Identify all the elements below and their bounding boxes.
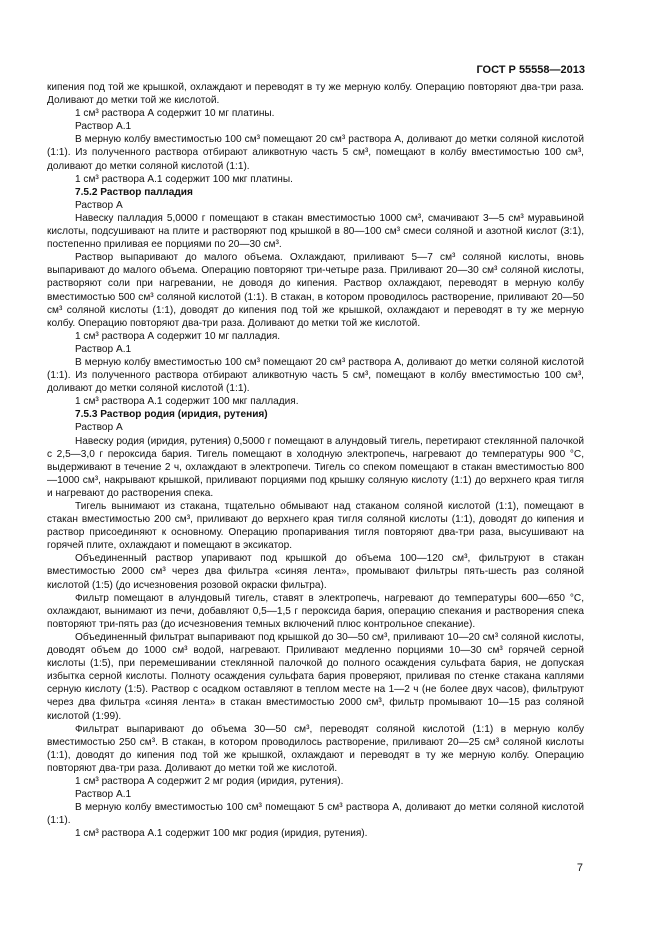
section-heading: 7.5.2 Раствор палладия <box>75 186 193 198</box>
paragraph: 1 см³ раствора А содержит 2 мг родия (иридия, рутения). <box>75 775 344 787</box>
paragraph: Объединенный фильтрат выпаривают под крышкой до 30—50 см³, приливают 10—20 см³ соляной кислоты, доводят объем до 1000 см³ водой, нагревают. Приливают медленно порциями 10—30 см³ горячей серной кислоты (1:5), при перемешивании стеклянной палочкой до полного осаждения сульфата бария, не допуская избытка серной кислоты. Полноту осаждения сульфата бария проверяют, приливая по стенке стакана каплями серную кислоту (1:5). Раствор с осадком оставляют в теплом месте на 1—2 ч (не более двух часов), фильтруют через два фильтра «синяя лента» в стакан вместимостью 2000 см³, фильтр промывают 10—15 раз соляной кислотой (1:99). <box>47 631 584 722</box>
paragraph: В мерную колбу вместимостью 100 см³ помещают 5 см³ раствора А, доливают до метки соляной кислотой (1:1). <box>47 802 584 827</box>
paragraph: Раствор А <box>75 422 123 434</box>
paragraph: 1 см³ раствора А.1 содержит 100 мкг палладия. <box>75 396 299 408</box>
paragraph: Навеску палладия 5,0000 г помещают в стакан вместимостью 1000 см³, смачивают 3—5 см³ муравьиной кислоты, подсушивают на плите и растворяют под крышкой в 80—100 см³ смеси соляной и азотной кислот (3:1), постепенно приливая ее порциями по 20—30 см³. <box>47 212 584 251</box>
document-header: ГОСТ Р 55558—2013 <box>476 64 585 76</box>
paragraph: Раствор А.1 <box>75 121 132 133</box>
paragraph: В мерную колбу вместимостью 100 см³ помещают 20 см³ раствора А, доливают до метки соляной кислотой (1:1). Из полученного раствора отбирают аликвотную часть 5 см³, помещают в колбу вместимостью 100 см³, доливают до метки соляной кислотой (1:1). <box>47 134 584 172</box>
paragraph: Объединенный раствор упаривают под крышкой до объема 100—120 см³, фильтруют в стакан вместимостью 2000 см³ через два фильтра «синяя лента», промывают фильтры пять-шесть раз соляной кислотой (1:5) (до исчезновения розовой окраски фильтра). <box>47 553 584 591</box>
paragraph: Раствор А.1 <box>75 789 132 801</box>
paragraph: 1 см³ раствора А.1 содержит 100 мкг родия (иридия, рутения). <box>75 828 368 840</box>
paragraph: кипения под той же крышкой, охлаждают и переводят в ту же мерную колбу. Операцию повторяют два-три раза. Доливают до метки той же кислотой. <box>47 82 584 107</box>
paragraph: Тигель вынимают из стакана, тщательно обмывают над стаканом соляной кислотой (1:1), помещают в стакан вместимостью 200 см³, приливают до верхнего края тигля соляной кислоты (1:1), доводят до кипения и раствор присоединяют к основному. Операцию пропаривания тигля повторяют два-три раза, высушивают на горячей плите, охлаждают и помещают в эксикатор. <box>47 501 584 552</box>
paragraph: 1 см³ раствора А.1 содержит 100 мкг платины. <box>75 173 293 185</box>
paragraph: 1 см³ раствора А содержит 10 мг платины. <box>75 108 275 120</box>
section-heading: 7.5.3 Раствор родия (иридия, рутения) <box>75 409 268 421</box>
paragraph: Раствор А.1 <box>75 343 132 355</box>
paragraph: 1 см³ раствора А содержит 10 мг палладия. <box>75 330 281 342</box>
paragraph: Раствор выпаривают до малого объема. Охлаждают, приливают 5—7 см³ соляной кислоты, вновь выпаривают до малого объема. Операцию повторяют три-четыре раза. Приливают 20—30 см³ соляной кислоты, растворяют соли при нагревании, не доводя до кипения. Раствор охлаждают, переводят в мерную колбу вместимостью 500 см³ соляной кислотой (1:1). В стакан, в котором проводилось растворение, приливают 20—50 см³ соляной кислоты (1:1), доводят до кипения под той же крышкой, охлаждают и переводят в ту же мерную колбу. Операцию повторяют два-три раза. Доливают до метки той же кислотой. <box>47 252 584 329</box>
paragraph: Раствор А <box>75 199 123 211</box>
paragraph: Фильтрат выпаривают до объема 30—50 см³, переводят соляной кислотой (1:1) в мерную колбу вместимостью 250 см³. В стакан, в котором проводилось растворение, приливают 20—25 см³ соляной кислоты (1:1), доводят до кипения под той же крышкой, охлаждают и переводят в ту же мерную колбу. Операцию повторяют два-три раза. Доливают до метки той же кислотой. <box>47 723 584 774</box>
paragraph: В мерную колбу вместимостью 100 см³ помещают 20 см³ раствора А, доливают до метки соляной кислотой (1:1). Из полученного раствора отбирают аликвотную часть 5 см³, помещают в колбу вместимостью 100 см³, доливают до метки соляной кислотой (1:1). <box>47 356 584 395</box>
page-number: 7 <box>576 862 583 874</box>
document-body <box>47 81 584 840</box>
paragraph: Навеску родия (иридия, рутения) 0,5000 г помещают в алундовый тигель, перетирают стеклянной палочкой с 2,5—3,0 г пероксида бария. Тигель помещают в холодную электропечь, нагревают до температуры 900 °С, выдерживают в течение 2 ч, охлаждают в электропечи. Тигель со спеком помещают в стакан вместимостью 800—1000 см³, накрывают крышкой, приливают порциями под крышку соляную кислоту (1:1) до верхнего края тигля и нагревают до растворения спека. <box>47 435 584 499</box>
paragraph: Фильтр помещают в алундовый тигель, ставят в электропечь, нагревают до температуры 600—650 °С, охлаждают, вынимают из печи, добавляют 0,5—1,5 г пероксида бария, операцию спекания и растворения спека повторяют три-пять раз (до исчезновения темных включений плюс контрольное спекание). <box>47 592 584 630</box>
